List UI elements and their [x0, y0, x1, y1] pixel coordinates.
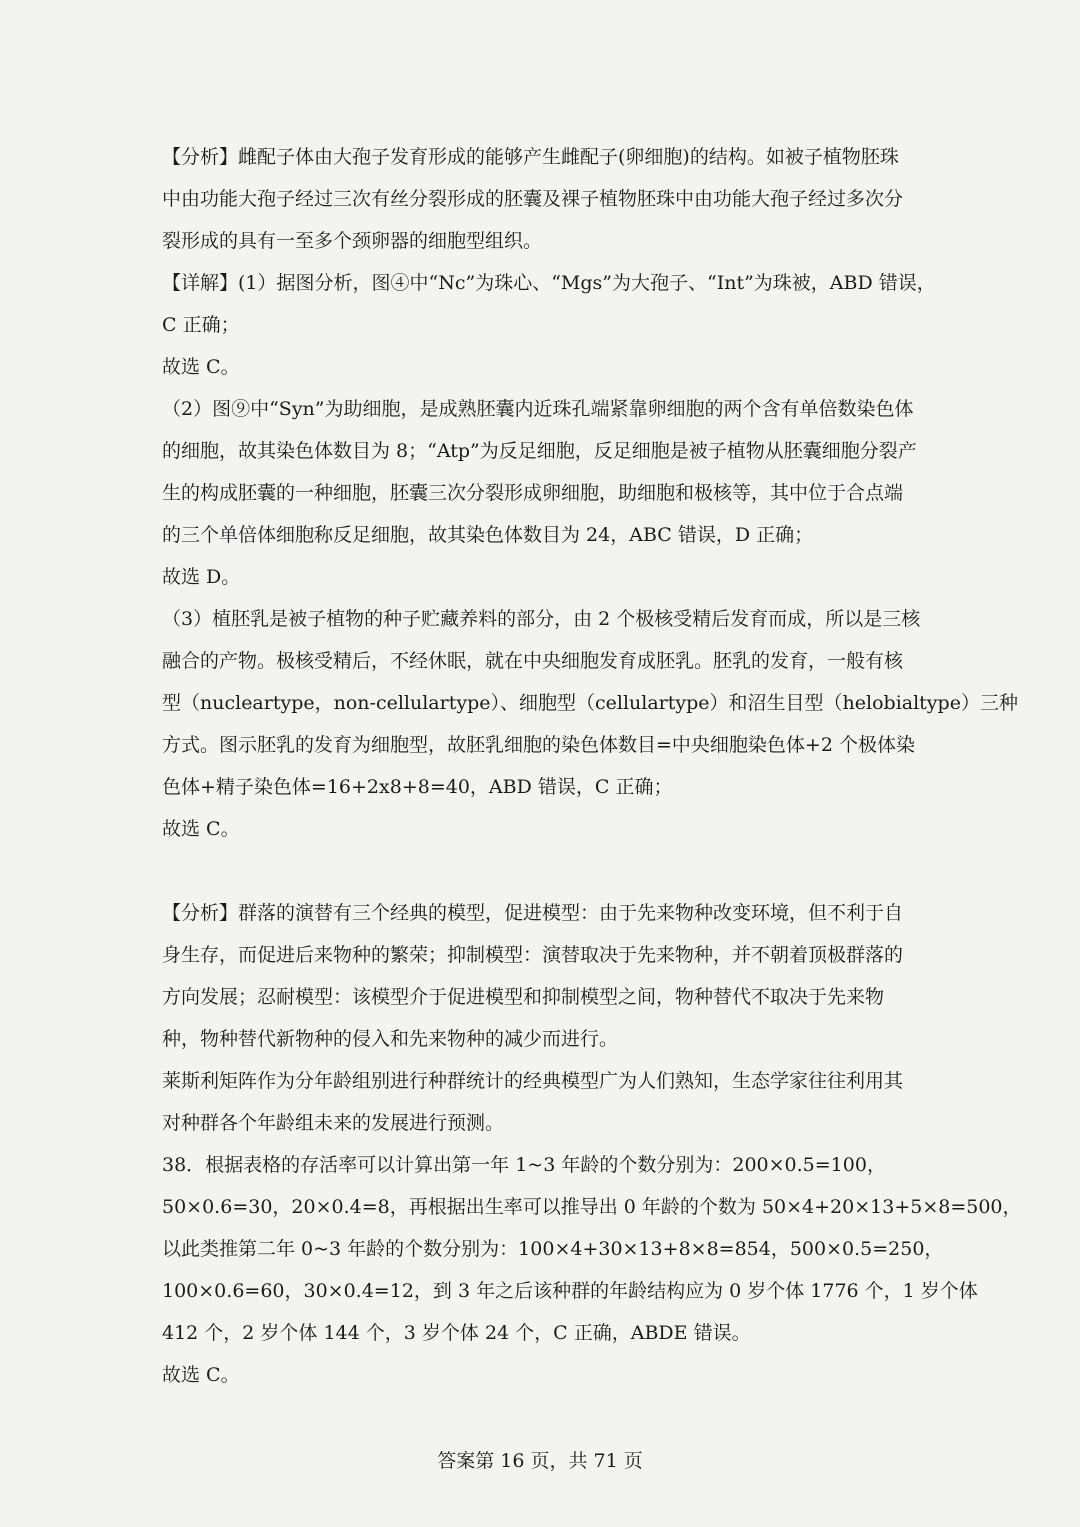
text-line: 故选 C。	[162, 1364, 240, 1386]
text-line: 中由功能大孢子经过三次有丝分裂形成的胚囊及裸子植物胚珠中由功能大孢子经过多次分	[162, 188, 904, 210]
text-line: 故选 C。	[162, 356, 240, 378]
text-line: 故选 C。	[162, 818, 240, 840]
answer-section	[162, 136, 1018, 850]
text-line: 【分析】群落的演替有三个经典的模型，促进模型：由于先来物种改变环境，但不利于自	[162, 902, 904, 924]
text-line: 100×0.6=60，30×0.4=12，到 3 年之后该种群的年龄结构应为 0 岁个体 1776 个，1 岁个体	[162, 1280, 978, 1302]
answer-content	[162, 136, 1022, 1396]
text-line: 方式。图示胚乳的发育为细胞型，故胚乳细胞的染色体数目=中央细胞染色体+2 个极体染	[162, 734, 915, 756]
answer-section	[162, 892, 1022, 1396]
text-line: 412 个，2 岁个体 144 个，3 岁个体 24 个，C 正确，ABDE 错误。	[162, 1322, 751, 1344]
text-line: 【分析】雌配子体由大孢子发育形成的能够产生雌配子(卵细胞)的结构。如被子植物胚珠	[162, 146, 899, 168]
text-line: 莱斯利矩阵作为分年龄组别进行种群统计的经典模型广为人们熟知，生态学家往往利用其	[162, 1070, 904, 1092]
text-line: 种，物种替代新物种的侵入和先来物种的减少而进行。	[162, 1028, 619, 1050]
text-line: （3）植胚乳是被子植物的种子贮藏养料的部分，由 2 个极核受精后发育而成，所以是三核	[162, 608, 921, 630]
text-line: 融合的产物。极核受精后，不经休眠，就在中央细胞发育成胚乳。胚乳的发育，一般有核	[162, 650, 904, 672]
text-line: 型（nucleartype，non-cellulartype）、细胞型（cellulartype）和沼生目型（helobialtype）三种	[162, 692, 1018, 714]
text-line: 方向发展；忍耐模型：该模型介于促进模型和抑制模型之间，物种替代不取决于先来物	[162, 986, 885, 1008]
text-line: 身生存，而促进后来物种的繁荣；抑制模型：演替取决于先来物种，并不朝着顶极群落的	[162, 944, 904, 966]
text-line: 50×0.6=30，20×0.4=8，再根据出生率可以推导出 0 年龄的个数为 50×4+20×13+5×8=500，	[162, 1196, 1022, 1218]
section-gap	[162, 850, 914, 892]
text-line: 故选 D。	[162, 566, 241, 588]
text-line: 的细胞，故其染色体数目为 8；“Atp”为反足细胞，反足细胞是被子植物从胚囊细胞分裂产	[162, 440, 917, 462]
text-line: 的三个单倍体细胞称反足细胞，故其染色体数目为 24，ABC 错误，D 正确；	[162, 524, 814, 546]
text-line: 色体+精子染色体=16+2x8+8=40，ABD 错误，C 正确；	[162, 776, 673, 798]
text-line: 以此类推第二年 0~3 年龄的个数分别为：100×4+30×13+8×8=854，500×0.5=250，	[162, 1238, 944, 1260]
text-line: 【详解】(1）据图分析，图④中“Nc”为珠心、“Mgs”为大孢子、“Int”为珠被，ABD 错误，	[162, 272, 936, 294]
page-footer: 答案第 16 页，共 71 页	[437, 1450, 643, 1472]
text-line: 对种群各个年龄组未来的发展进行预测。	[162, 1112, 505, 1134]
text-line: 裂形成的具有一至多个颈卵器的细胞型组织。	[162, 230, 543, 252]
text-line: （2）图⑨中“Syn”为助细胞，是成熟胚囊内近珠孔端紧靠卵细胞的两个含有单倍数染色体	[162, 398, 914, 420]
text-line: 生的构成胚囊的一种细胞，胚囊三次分裂形成卵细胞，助细胞和极核等，其中位于合点端	[162, 482, 904, 504]
text-line: 38．根据表格的存活率可以计算出第一年 1~3 年龄的个数分别为：200×0.5=100，	[162, 1154, 886, 1176]
text-line: C 正确；	[162, 314, 240, 336]
